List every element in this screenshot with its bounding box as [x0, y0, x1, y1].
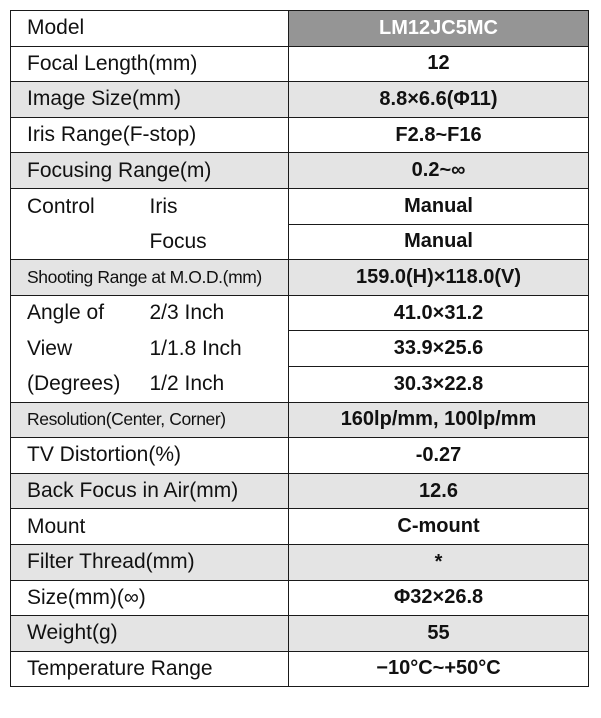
control-label-spacer: [11, 224, 150, 260]
filter-thread-label: Filter Thread(mm): [11, 544, 289, 580]
row-angle-1-1-8: [11, 331, 589, 367]
angle-value-1-2: 30.3×22.8: [289, 366, 589, 402]
shooting-range-value: 159.0(H)×118.0(V): [289, 260, 589, 296]
row-focal-length: [11, 46, 589, 82]
row-angle-2-3: [11, 295, 589, 331]
row-control-iris: [11, 188, 589, 224]
filter-thread-value: *: [289, 544, 589, 580]
angle-of-view-label-line3: (Degrees): [11, 366, 150, 402]
size-label: Size(mm)(∞): [11, 580, 289, 616]
row-resolution: [11, 402, 589, 438]
angle-sensor-1-2: 1/2 Inch: [150, 366, 289, 402]
back-focus-value: 12.6: [289, 473, 589, 509]
control-label: Control: [11, 188, 150, 224]
resolution-label: Resolution(Center, Corner): [11, 402, 289, 438]
image-size-value: 8.8×6.6(Φ11): [289, 82, 589, 118]
model-value: LM12JC5MC: [289, 11, 589, 47]
angle-value-2-3: 41.0×31.2: [289, 295, 589, 331]
row-focusing-range: [11, 153, 589, 189]
row-image-size: [11, 82, 589, 118]
iris-range-value: F2.8~F16: [289, 117, 589, 153]
angle-sensor-1-1-8: 1/1.8 Inch: [150, 331, 289, 367]
row-model: [11, 11, 589, 47]
focal-length-label: Focal Length(mm): [11, 46, 289, 82]
tv-distortion-value: -0.27: [289, 438, 589, 474]
mount-label: Mount: [11, 509, 289, 545]
model-label: Model: [11, 11, 289, 47]
focusing-range-value: 0.2~∞: [289, 153, 589, 189]
row-temperature: [11, 651, 589, 687]
resolution-value: 160lp/mm, 100lp/mm: [289, 402, 589, 438]
focusing-range-label: Focusing Range(m): [11, 153, 289, 189]
mount-value: C-mount: [289, 509, 589, 545]
angle-of-view-label-line1: Angle of: [11, 295, 150, 331]
lens-spec-table: [10, 10, 589, 687]
angle-of-view-label-line2: View: [11, 331, 150, 367]
control-iris-value: Manual: [289, 188, 589, 224]
row-control-focus: [11, 224, 589, 260]
row-iris-range: [11, 117, 589, 153]
temperature-label: Temperature Range: [11, 651, 289, 687]
row-shooting-range: [11, 260, 589, 296]
row-tv-distortion: [11, 438, 589, 474]
row-size: [11, 580, 589, 616]
row-filter-thread: [11, 544, 589, 580]
size-value: Φ32×26.8: [289, 580, 589, 616]
temperature-value: −10°C~+50°C: [289, 651, 589, 687]
tv-distortion-label: TV Distortion(%): [11, 438, 289, 474]
angle-value-1-1-8: 33.9×25.6: [289, 331, 589, 367]
control-iris-label: Iris: [150, 188, 289, 224]
shooting-range-label: Shooting Range at M.O.D.(mm): [11, 260, 289, 296]
row-angle-1-2: [11, 366, 589, 402]
back-focus-label: Back Focus in Air(mm): [11, 473, 289, 509]
weight-label: Weight(g): [11, 616, 289, 652]
iris-range-label: Iris Range(F-stop): [11, 117, 289, 153]
row-mount: [11, 509, 589, 545]
control-focus-value: Manual: [289, 224, 589, 260]
weight-value: 55: [289, 616, 589, 652]
image-size-label: Image Size(mm): [11, 82, 289, 118]
control-focus-label: Focus: [150, 224, 289, 260]
row-back-focus: [11, 473, 589, 509]
angle-sensor-2-3: 2/3 Inch: [150, 295, 289, 331]
focal-length-value: 12: [289, 46, 589, 82]
row-weight: [11, 616, 589, 652]
